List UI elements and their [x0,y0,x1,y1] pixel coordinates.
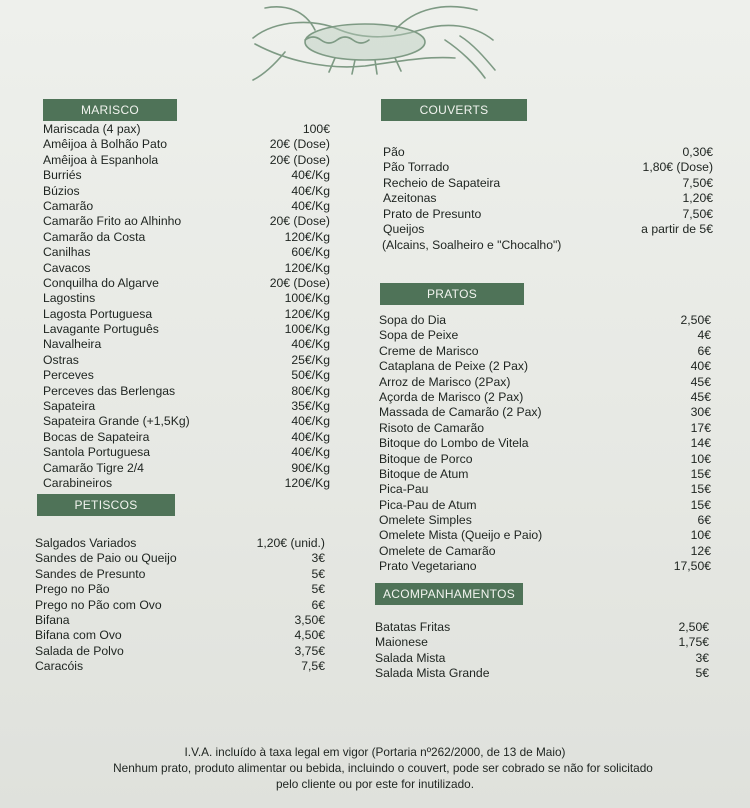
menu-item-name: Omelete Mista (Queijo e Paio) [379,528,543,543]
menu-item [375,666,709,681]
menu-item-price: 17€ [690,420,711,435]
menu-item-price: 40€/Kg [291,168,330,183]
menu-item-price: 40€/Kg [291,429,330,444]
menu-item-name: Omelete Simples [379,513,472,528]
section-header-acompanhamentos: ACOMPANHAMENTOS [375,583,523,605]
menu-item [375,651,709,666]
menu-item [43,476,330,491]
menu-item [383,176,713,191]
menu-item-name: Prato de Presunto [383,206,482,221]
menu-item-price: 1,20€ (unid.) [256,536,325,550]
menu-item-name: Prato Vegetariano [379,559,477,574]
menu-item [43,337,330,352]
menu-item-price: 40€/Kg [291,414,330,429]
menu-item-price: 6€ [697,513,711,528]
menu-item-name: Pão [383,145,405,159]
section-header-marisco: MARISCO [43,99,177,121]
menu-item [379,328,711,343]
menu-item-name: Bitoque do Lombo de Vitela [379,436,529,451]
menu-item [35,659,325,674]
menu-item [35,536,325,551]
menu-item [43,414,330,429]
menu-item-name: Lagosta Portuguesa [43,306,153,321]
menu-item [35,644,325,659]
menu-item [43,445,330,460]
menu-item-price: 1,80€ (Dose) [642,160,713,175]
menu-item [43,430,330,445]
menu-item-price: 120€/Kg [284,475,330,490]
menu-item-price: 40€ [690,359,711,374]
menu-item-price: 2,50€ [678,620,709,634]
menu-item [43,399,330,414]
menu-item-name: Pão Torrado [383,160,450,175]
menu-item-price: 90€/Kg [291,460,330,475]
menu-item [43,137,330,152]
menu-item-name: Amêijoa à Espanhola [43,152,159,167]
menu-item-price: 100€ [302,122,330,136]
menu-item [375,635,709,650]
menu-item [43,245,330,260]
acompanhamentos-list [375,620,709,682]
menu-item-name: Amêijoa à Bolhão Pato [43,137,167,152]
menu-item-price: 45€ [690,389,711,404]
menu-item-price: 2,50€ [680,313,711,327]
menu-item [383,222,713,237]
menu-item [379,344,711,359]
menu-item-name: Salada de Polvo [35,643,124,658]
footer-vat-note: I.V.A. incluído à taxa legal em vigor (Portaria nº262/2000, de 13 de Maio) [184,745,566,759]
menu-item [383,145,713,160]
menu-item-name: Perceves das Berlengas [43,383,176,398]
menu-item-name: Pica-Pau de Atum [379,497,477,512]
menu-item-name: Salada Mista Grande [375,666,490,681]
menu-item [379,405,711,420]
menu-item-price: 6€ [311,597,325,612]
menu-item [43,168,330,183]
menu-item-name: Camarão Frito ao Alhinho [43,214,182,229]
menu-item-price: 60€/Kg [291,245,330,260]
menu-item [43,153,330,168]
menu-item-price: 7,5€ [301,659,325,674]
menu-item-name: Santola Portuguesa [43,445,151,460]
menu-item-name: Carabineiros [43,475,113,490]
menu-item [375,620,709,635]
menu-item [379,375,711,390]
menu-item-price: 7,50€ [682,175,713,190]
menu-item-name: Camarão da Costa [43,229,146,244]
menu-item-price: 4,50€ [294,628,325,643]
menu-item-price: 10€ [690,528,711,543]
menu-item [43,353,330,368]
menu-item-name: Conquilha do Algarve [43,275,159,290]
menu-item [379,421,711,436]
menu-item-name: Arroz de Marisco (2Pax) [379,374,511,389]
menu-item-name: Lavagante Português [43,322,159,337]
menu-item [379,513,711,528]
menu-item [43,368,330,383]
menu-item [35,551,325,566]
menu-item-price: 1,20€ [682,191,713,206]
menu-item-name: Creme de Marisco [379,343,479,358]
menu-item [379,544,711,559]
menu-item-name: Bocas de Sapateira [43,429,150,444]
menu-item-name: Caracóis [35,659,84,674]
menu-item-name: Azeitonas [383,191,437,206]
menu-item-name: Salada Mista [375,650,446,665]
lobster-illustration-icon [245,0,500,85]
menu-item-price: 15€ [690,482,711,497]
menu-item-price: 40€/Kg [291,198,330,213]
menu-item-name: Risoto de Camarão [379,420,484,435]
footer-charge-note: Nenhum prato, produto alimentar ou bebida, incluindo o couvert, pode ser cobrado se não for solicitado [113,761,653,775]
menu-item-name: Sandes de Presunto [35,566,146,581]
menu-item-name: Bitoque de Atum [379,466,469,481]
marisco-list [43,122,330,491]
couverts-list [383,145,713,237]
menu-item-name: Lagostins [43,291,96,306]
menu-item [43,276,330,291]
menu-item-name: Sopa do Dia [379,313,447,327]
menu-item-name: Recheio de Sapateira [383,175,501,190]
pratos-list [379,313,711,575]
menu-item [35,567,325,582]
menu-item-name: Canilhas [43,245,91,260]
menu-item [43,184,330,199]
petiscos-list [35,536,325,675]
menu-item-name: Ostras [43,352,79,367]
menu-item-name: Bifana [35,612,70,627]
menu-item-name: Sandes de Paio ou Queijo [35,551,177,566]
menu-item-price: 40€/Kg [291,183,330,198]
menu-item-name: Salgados Variados [35,536,137,550]
menu-item [43,230,330,245]
menu-item-name: Cataplana de Peixe (2 Pax) [379,359,529,374]
menu-item-name: Sopa de Peixe [379,328,459,343]
menu-item-price: 12€ [690,543,711,558]
menu-item [35,582,325,597]
menu-item-name: Massada de Camarão (2 Pax) [379,405,542,420]
menu-item-price: 20€ (Dose) [269,152,330,167]
menu-item-name: Prego no Pão com Ovo [35,597,162,612]
menu-item [379,359,711,374]
menu-item-price: 100€/Kg [284,322,330,337]
menu-item-name: Prego no Pão [35,582,110,597]
menu-item-price: 80€/Kg [291,383,330,398]
menu-item-price: 14€ [690,436,711,451]
section-header-pratos: PRATOS [380,283,524,305]
menu-item [43,291,330,306]
menu-item-price: 5€ [311,566,325,581]
menu-item-price: 40€/Kg [291,337,330,352]
menu-item [379,559,711,574]
menu-item [379,528,711,543]
menu-item-price: 20€ (Dose) [269,137,330,152]
menu-item-name: Omelete de Camarão [379,543,496,558]
menu-item-price: 50€/Kg [291,368,330,383]
menu-item-name: Perceves [43,368,94,383]
menu-item-name: Mariscada (4 pax) [43,122,141,136]
menu-item-name: Bifana com Ovo [35,628,122,643]
menu-item-name: Sapateira Grande (+1,5Kg) [43,414,190,429]
menu-item-name: Queijos [383,221,425,236]
menu-item [43,461,330,476]
menu-item-price: 5€ [311,582,325,597]
menu-item-price: a partir de 5€ [641,221,713,236]
menu-item-name: Maionese [375,635,428,650]
menu-item-price: 35€/Kg [291,399,330,414]
menu-item-price: 10€ [690,451,711,466]
menu-item-price: 15€ [690,497,711,512]
menu-item [35,598,325,613]
menu-item-name: Camarão Tigre 2/4 [43,460,144,475]
menu-item-price: 3,75€ [294,643,325,658]
menu-item-price: 5€ [695,666,709,681]
menu-item-price: 4€ [697,328,711,343]
menu-item-price: 20€ (Dose) [269,214,330,229]
menu-item-name: Batatas Fritas [375,620,451,634]
menu-item [383,207,713,222]
menu-item-price: 120€/Kg [284,229,330,244]
menu-item [35,613,325,628]
menu-item-name: Búzios [43,183,80,198]
menu-item-price: 120€/Kg [284,306,330,321]
menu-item-price: 3€ [311,551,325,566]
menu-item [43,384,330,399]
menu-item [379,498,711,513]
menu-item [35,628,325,643]
menu-item [379,467,711,482]
menu-item-price: 7,50€ [682,206,713,221]
menu-item-price: 30€ [690,405,711,420]
menu-item-name: Camarão [43,198,94,213]
menu-item-price: 17,50€ [673,559,711,574]
section-header-couverts: COUVERTS [381,99,527,121]
menu-item [43,199,330,214]
menu-item-price: 15€ [690,466,711,481]
menu-item [383,191,713,206]
menu-item [43,307,330,322]
menu-item-name: Sapateira [43,399,96,414]
menu-item-price: 6€ [697,343,711,358]
menu-item-price: 20€ (Dose) [269,275,330,290]
menu-item-price: 100€/Kg [284,291,330,306]
menu-item-name: Açorda de Marisco (2 Pax) [379,389,524,404]
menu-item [43,261,330,276]
menu-item-price: 45€ [690,374,711,389]
menu-item [383,160,713,175]
menu-item [43,322,330,337]
footer-charge-note-cont: pelo cliente ou por este for inutilizado. [275,777,475,791]
menu-item [379,313,711,328]
menu-item [379,482,711,497]
menu-item-name: Burriés [43,168,82,183]
menu-item-name: Bitoque de Porco [379,451,473,466]
menu-item [379,436,711,451]
menu-item-price: 25€/Kg [291,352,330,367]
menu-item-price: 40€/Kg [291,445,330,460]
menu-item-price: 120€/Kg [284,260,330,275]
menu-item [379,390,711,405]
menu-item [43,214,330,229]
menu-item [43,122,330,137]
menu-item-name: Cavacos [43,260,91,275]
menu-item [379,452,711,467]
menu-item-name: Navalheira [43,337,102,352]
menu-item-price: 1,75€ [678,635,709,650]
couverts-note: (Alcains, Soalheiro e "Chocalho") [382,238,562,252]
menu-item-name: Pica-Pau [379,482,429,497]
menu-item-price: 3€ [695,650,709,665]
section-header-petiscos: PETISCOS [37,494,175,516]
menu-item-price: 0,30€ [682,145,713,159]
menu-item-price: 3,50€ [294,612,325,627]
